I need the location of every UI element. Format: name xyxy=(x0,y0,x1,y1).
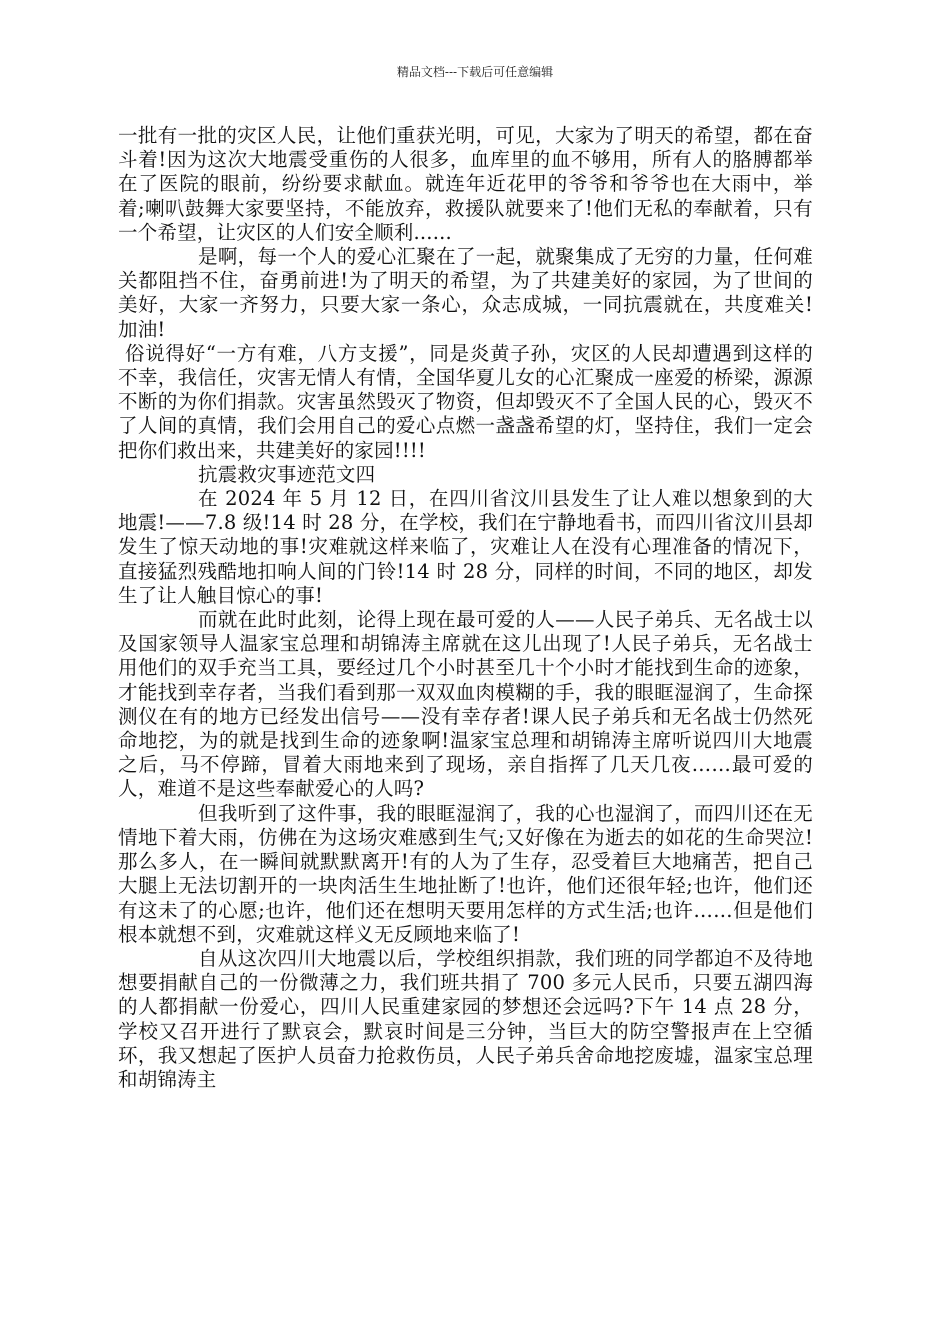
paragraph: 在 2024 年 5 月 12 日，在四川省汶川县发生了让人难以想象到的大地震!——7.8 级!14 时 28 分，在学校，我们在宁静地看书，而四川省汶川县却发生了惊天动地的事!灾难就这样来临了，灾难让人在没有心理准备的情况下，直接猛烈残酷地扣响人间的门铃!14 时 28 分，同样的时间，不同的地区，却发生了让人触目惊心的事! xyxy=(118,487,814,607)
paragraph: 自从这次四川大地震以后，学校组织捐款，我们班的同学都迫不及待地想要捐献自己的一份微薄之力，我们班共捐了 700 多元人民币，只要五湖四海的人都捐献一份爱心，四川人民重建家园的梦想还会远吗?下午 14 点 28 分，学校又召开进行了默哀会，默哀时间是三分钟，当巨大的防空警报声在上空循环，我又想起了医护人员奋力抢救伤员，人民子弟兵舍命地挖废墟，温家宝总理和胡锦涛主 xyxy=(118,946,813,1091)
paragraph: 但我听到了这件事，我的眼眶湿润了，我的心也湿润了，而四川还在无情地下着大雨，仿佛在为这场灾难感到生气;又好像在为逝去的如花的生命哭泣!那么多人，在一瞬间就默默离开!有的人为了生存，忍受着巨大地痛苦，把自己大腿上无法切割开的一块肉活生生地扯断了!也许，他们还很年轻;也许，他们还有这未了的心愿;也许，他们还在想明天要用怎样的方式生活;也许……但是他们根本就想不到，灾难就这样义无反顾地来临了! xyxy=(118,801,813,946)
page-header: 精品文档---下载后可任意编辑 xyxy=(396,65,554,79)
paragraph: 一批有一批的灾区人民，让他们重获光明，可见，大家为了明天的希望，都在奋斗着!因为这次大地震受重伤的人很多，血库里的血不够用，所有人的胳膊都举在了医院的眼前，纷纷要求献血。就连年近花甲的爷爷和爷爷也在大雨中，举着;喇叭鼓舞大家要坚持，不能放弃，救援队就要来了!他们无私的奉献着，只有一个希望，让灾区的人们安全顺利...... xyxy=(118,124,813,244)
section-heading: 抗震救灾事迹范文四 xyxy=(198,462,376,486)
paragraph: 是啊，每一个人的爱心汇聚在了一起，就聚集成了无穷的力量，任何难关都阻挡不住，奋勇前进!为了明天的希望，为了共建美好的家园，为了世间的美好，大家一齐努力，只要大家一条心，众志成城，一同抗震就在，共度难关!加油! xyxy=(118,245,813,341)
paragraph: 而就在此时此刻，论得上现在最可爱的人——人民子弟兵、无名战士以及国家领导人温家宝总理和胡锦涛主席就在这儿出现了!人民子弟兵，无名战士用他们的双手充当工具，要经过几个小时甚至几十个小时才能找到生命的迹象，才能找到幸存者，当我们看到那一双双血肉模糊的手，我的眼眶湿润了，生命探测仪在有的地方已经发出信号——没有幸存者!课人民子弟兵和无名战士仍然死命地挖，为的就是找到生命的迹象啊!温家宝总理和胡锦涛主席听说四川大地震之后，马不停蹄，冒着大雨地来到了现场，亲自指挥了几天几夜……最可爱的人，难道不是这些奉献爱心的人吗? xyxy=(118,608,813,801)
document-body xyxy=(118,124,813,1092)
paragraph: 俗说得好“一方有难，八方支援”，同是炎黄子孙，灾区的人民却遭遇到这样的不幸，我信任，灾害无情人有情，全国华夏儿女的心汇聚成一座爱的桥梁，源源不断的为你们捐款。灾害虽然毁灭了物资，但却毁灭不了全国人民的心，毁灭不了人间的真情，我们会用自己的爱心点燃一盏盏希望的灯，坚持住，我们一定会把你们救出来，共建美好的家园!!!! xyxy=(118,341,813,462)
